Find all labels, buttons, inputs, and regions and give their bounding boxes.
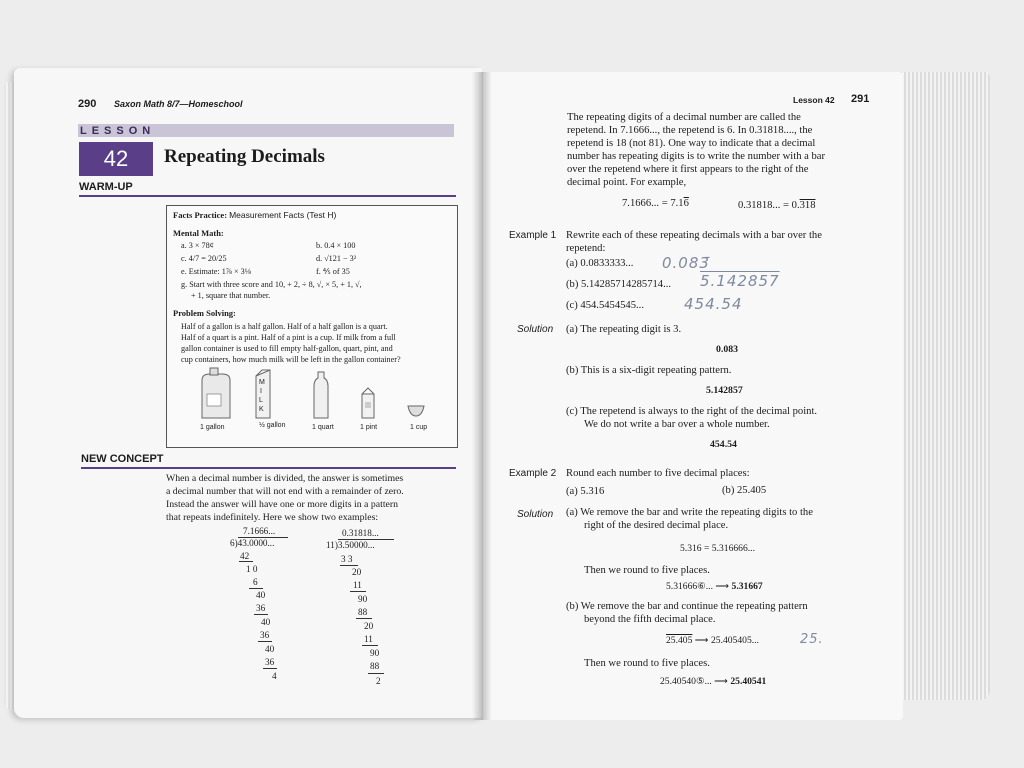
equation-text: 7.1666... = 7.1 [622, 198, 684, 209]
division2-step: 90 [358, 594, 368, 604]
division2-step: 11 [364, 634, 373, 644]
container-label: 1 quart [312, 424, 334, 431]
division2-quotient: 0.31818... [342, 528, 379, 538]
solution2-a: right of the desired decimal place. [584, 520, 729, 531]
division2-dividend: 11)3.50000... [326, 540, 375, 550]
equation-text: 25.405405... [710, 635, 759, 646]
division2-step: 90 [370, 648, 380, 658]
result-text: 25.40540⑤... [660, 676, 715, 687]
division1-dividend: 6)43.0000... [230, 538, 275, 548]
repetend: 6 [683, 198, 689, 209]
facts-practice [173, 210, 336, 222]
solution1-c: (c) The repetend is always to the right of the decimal point. [566, 406, 818, 417]
example1-item: (c) 454.5454545... [566, 300, 644, 311]
division1-step: 40 [261, 617, 271, 627]
equation-text: 25.405 [666, 635, 693, 646]
gallon-jug-icon [202, 368, 230, 418]
solution2-label: Solution [517, 509, 554, 520]
quart-bottle-icon [314, 372, 328, 418]
facts-text: Measurement Facts (Test H) [229, 210, 337, 220]
intro-line: over the repetend where it first appears to the right of the [567, 164, 809, 175]
intro-line: The repeating digits of a decimal number are called the [567, 112, 801, 123]
pint-carton-icon [362, 388, 374, 418]
result-answer: 5.31667 [731, 581, 763, 592]
book-title: Saxon Math 8/7—Homeschool [114, 99, 243, 109]
mental-math-g-line1: g. Start with three score and 10, + 2, ÷ 8, √, × 5, + 1, √, [181, 280, 362, 289]
solution1-a: (a) The repeating digit is 3. [566, 324, 682, 335]
warmup-heading: WARM-UP [79, 181, 133, 193]
solution1-c: We do not write a bar over a whole number. [584, 419, 770, 430]
solution2-a: (a) We remove the bar and write the repeating digits to the [566, 507, 813, 518]
problem-solving-line: Half of a quart is a pint. Half of a pint is a cup. If milk from a full [181, 333, 396, 342]
division2-step: 3 3 [341, 554, 353, 564]
division1-step: 36 [265, 657, 275, 667]
mental-math-a: a. 3 × 78¢ [181, 241, 214, 250]
example1-text: repetend: [566, 243, 606, 254]
division1-step: 6 [253, 577, 258, 587]
lesson-title: Repeating Decimals [164, 146, 325, 167]
new-concept-rule [81, 467, 456, 469]
result-text: 5.31666⑥... [666, 581, 716, 592]
facts-label: Facts Practice: [173, 210, 228, 220]
division2-step: 88 [370, 661, 380, 671]
container-label: 1 cup [410, 424, 428, 431]
example1-label: Example 1 [509, 230, 557, 241]
new-concept-line: Instead the answer will have one or more digits in a pattern [166, 499, 399, 510]
handwritten-note: 25. [800, 632, 824, 647]
solution1-c-answer: 454.54 [710, 439, 737, 450]
problem-solving-line: gallon container is used to fill empty half-gallon, quart, pint, and [181, 344, 393, 353]
handwritten-answer: 454.54 [684, 295, 743, 313]
handwritten-answer: 5.142857 [700, 272, 780, 290]
division2-step: 2 [376, 676, 381, 686]
solution1-a-answer: 0.083 [716, 344, 739, 355]
solution1-b: (b) This is a six-digit repeating pattern. [566, 365, 732, 376]
example2-a: (a) 5.316 [566, 486, 605, 497]
new-concept-line: that repeats indefinitely. Here we show two examples: [166, 512, 379, 523]
solution2-round: Then we round to five places. [584, 658, 710, 669]
result-answer: 25.40541 [730, 676, 767, 687]
division1-step: 40 [256, 590, 266, 600]
milk-containers-illustration [190, 366, 440, 422]
division1-step: 40 [265, 644, 275, 654]
problem-solving-heading: Problem Solving: [173, 308, 236, 318]
division1-step: 1 0 [246, 564, 258, 574]
book-gutter [472, 72, 492, 720]
container-label: 1 gallon [200, 424, 225, 431]
solution2-b: beyond the fifth decimal place. [584, 614, 716, 625]
solution2-b: (b) We remove the bar and continue the repeating pattern [566, 601, 808, 612]
solution1-b-answer: 5.142857 [706, 385, 743, 396]
repetend: 318 [799, 200, 816, 211]
solution2-b-equation [666, 635, 759, 648]
division2-step: 20 [352, 567, 362, 577]
division1-step: 4 [272, 671, 277, 681]
mental-math-b: b. 0.4 × 100 [316, 241, 356, 250]
lesson-number: 42 [79, 142, 153, 176]
arrow-icon: ⟶ [694, 635, 709, 646]
example1-item: (a) 0.0833333... [566, 258, 634, 269]
half-gallon-carton-icon [256, 370, 270, 418]
example-equation-2 [738, 200, 815, 213]
intro-line: repetend is 18 (not 81). One way to indicate that a decimal [567, 138, 816, 149]
mental-math-heading: Mental Math: [173, 228, 224, 238]
division1-step: 42 [240, 551, 250, 561]
milk-letter: L [259, 397, 263, 404]
milk-letter: K [259, 406, 264, 413]
solution2-a-equation: 5.316 = 5.316666... [680, 543, 755, 554]
example1-text: Rewrite each of these repeating decimals with a bar over the [566, 230, 822, 241]
warmup-rule [79, 195, 456, 197]
handwritten-answer: 0.083̄ [662, 254, 710, 272]
example-equation-1 [622, 198, 689, 211]
solution1-label: Solution [517, 324, 554, 335]
division2-step: 88 [358, 607, 368, 617]
arrow-icon: ⟶ [715, 581, 730, 592]
solution2-b-result [660, 676, 766, 689]
mental-math-c: c. 4/7 = 20/25 [181, 254, 227, 263]
example2-label: Example 2 [509, 468, 557, 479]
example2-b: (b) 25.405 [722, 485, 767, 496]
division2-step: 20 [364, 621, 374, 631]
milk-letter: I [260, 388, 262, 395]
problem-solving-line: Half of a gallon is a half gallon. Half of a half gallon is a quart. [181, 322, 388, 331]
intro-line: number has repeating digits is to write the number with a bar [567, 151, 826, 162]
new-concept-line: a decimal number that will not end with a remainder of zero. [166, 486, 404, 497]
new-concept-line: When a decimal number is divided, the answer is sometimes [166, 473, 404, 484]
division1-quotient: 7.1666... [243, 526, 276, 536]
solution2-round: Then we round to five places. [584, 565, 710, 576]
arrow-icon: ⟶ [714, 676, 728, 687]
intro-line: decimal point. For example, [567, 177, 687, 188]
lesson-word: LESSON [80, 125, 156, 137]
solution2-a-result [666, 581, 763, 594]
mental-math-f: f. ⅘ of 35 [316, 267, 350, 276]
container-label: ½ gallon [259, 422, 286, 429]
cup-icon [408, 406, 424, 416]
intro-line: repetend. In 7.1666..., the repetend is 6. In 0.31818...., the [567, 125, 813, 136]
milk-letter: M [259, 379, 265, 386]
division2-step: 11 [353, 580, 362, 590]
example1-item: (b) 5.14285714285714... [566, 279, 672, 290]
right-page-edge [900, 72, 990, 700]
container-label: 1 pint [360, 424, 378, 431]
mental-math-e: e. Estimate: 1⅞ × 3⅛ [181, 267, 251, 276]
right-page-number: 291 [851, 93, 870, 105]
left-page-number: 290 [78, 98, 97, 110]
division1-step: 36 [256, 603, 266, 613]
problem-solving-line: cup containers, how much milk will be left in the gallon container? [181, 355, 401, 364]
new-concept-heading: NEW CONCEPT [81, 453, 164, 465]
equation-text: 0.31818... = 0. [738, 200, 800, 211]
right-lesson-label: Lesson 42 [793, 95, 835, 105]
division1-step: 36 [260, 630, 270, 640]
example2-text: Round each number to five decimal places: [566, 468, 750, 479]
mental-math-d: d. √121 − 3² [316, 254, 357, 263]
mental-math-g-line2: + 1, square that number. [191, 291, 271, 300]
